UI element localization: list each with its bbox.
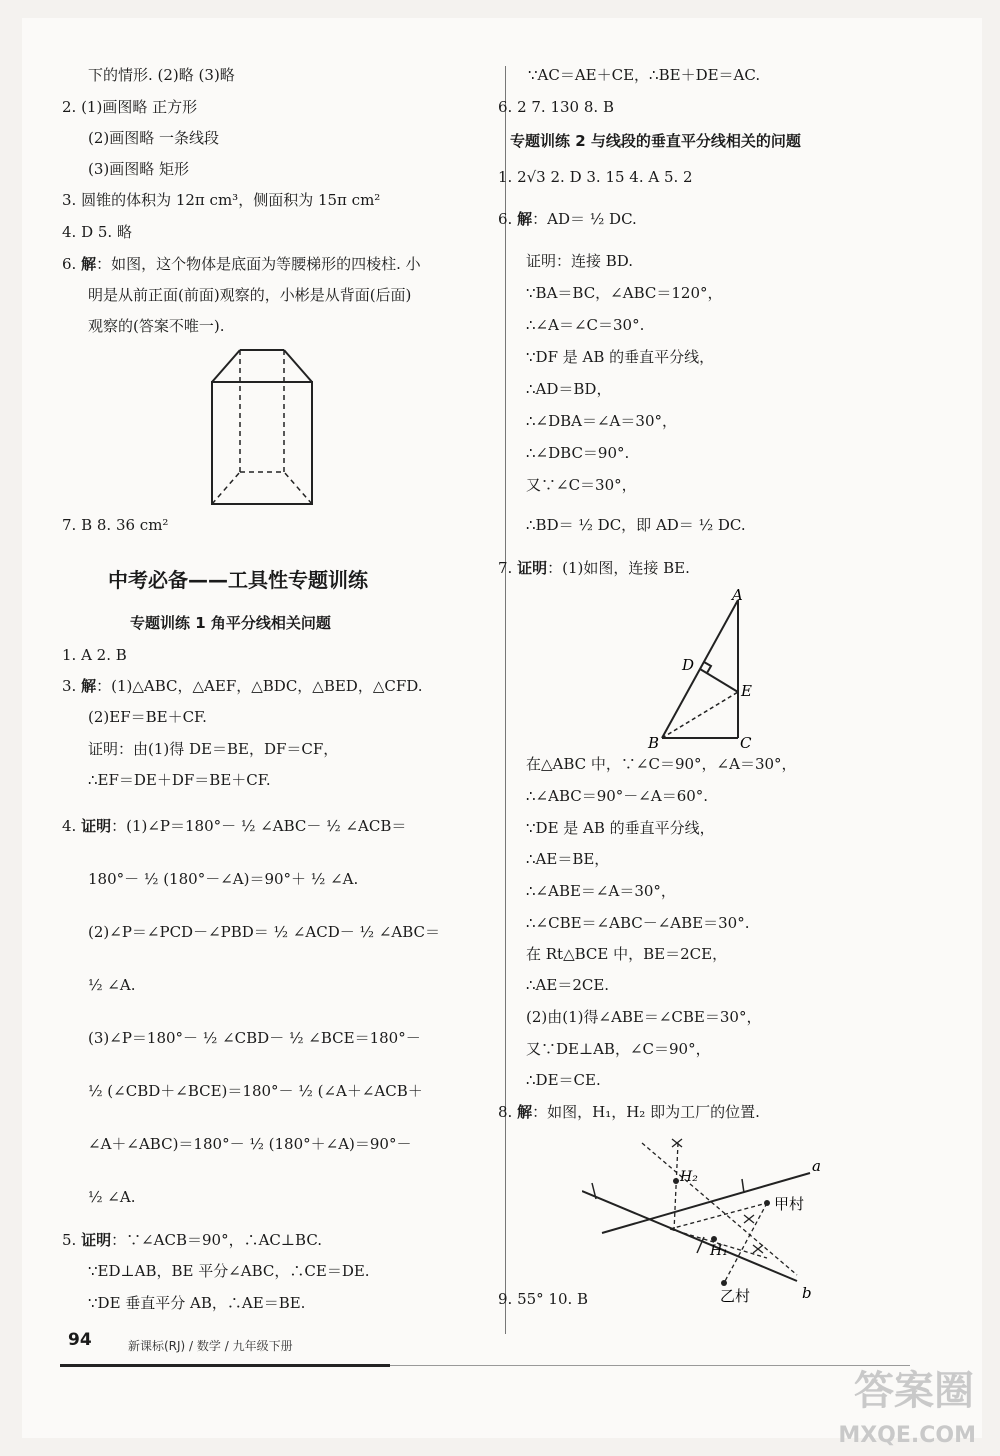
text-line: 证明：连接 BD. (526, 252, 634, 270)
answer-3 (62, 675, 423, 697)
label-line-a: a (812, 1157, 821, 1175)
text-line: ∵BA＝BC，∠ABC＝120°， (526, 284, 723, 302)
text: ：(1)△ABC，△AEF，△BDC，△BED，△CFD. (96, 677, 423, 695)
page-number: 94 (68, 1330, 92, 1350)
text-line: 在 Rt△BCE 中，BE＝2CE， (526, 945, 728, 963)
page (22, 18, 982, 1438)
text-line: 3. 圆锥的体积为 12π cm³，侧面积为 15π cm² (62, 191, 381, 209)
proof-label: 证明 (517, 559, 548, 577)
answer-5 (62, 1229, 322, 1251)
text-line: (2)EF＝BE＋CF. (88, 708, 207, 726)
text-line: ∴∠A＝∠C＝30°. (526, 316, 645, 334)
text-line: ∴DE＝CE. (526, 1071, 601, 1089)
text: ：∵∠ACB＝90°，∴AC⊥BC. (111, 1231, 323, 1249)
number: 8. (498, 1103, 518, 1121)
footer-rule-thin (390, 1365, 910, 1366)
text-line: ∵DF 是 AB 的垂直平分线， (526, 348, 715, 366)
number: 6. (498, 210, 518, 228)
text-line: ∴∠CBE＝∠ABC－∠ABE＝30°. (526, 914, 750, 932)
label-d: D (682, 656, 695, 674)
text-line: ∴∠ABE＝∠A＝30°， (526, 882, 676, 900)
text-line: ½ ∠A. (88, 1188, 136, 1206)
topic-title: 专题训练 2 与线段的垂直平分线相关的问题 (510, 132, 801, 150)
proof-label: 证明 (81, 1231, 112, 1249)
text-line: 2. (1)画图略 正方形 (62, 98, 198, 116)
prism-figure (202, 346, 322, 518)
text: ：AD＝ ½ DC. (532, 210, 637, 228)
text-line: 1. 2√3 2. D 3. 15 4. A 5. 2 (498, 168, 693, 186)
footer-rule (60, 1364, 390, 1367)
text-line: 4. D 5. 略 (62, 223, 132, 241)
text-line: 1. A 2. B (62, 646, 127, 664)
text-line: (2)∠P＝∠PCD－∠PBD＝ ½ ∠ACD－ ½ ∠ABC＝ (88, 923, 441, 941)
text-line: ∵DE 是 AB 的垂直平分线， (526, 819, 715, 837)
village-map-figure (582, 1133, 842, 1303)
text-line: ∴AD＝BD， (526, 380, 612, 398)
text: ：(1)∠P＝180°－ ½ ∠ABC－ ½ ∠ACB＝ (111, 817, 407, 835)
text-line: ∵ED⊥AB，BE 平分∠ABC，∴CE＝DE. (88, 1262, 370, 1280)
text-line: ∴∠ABC＝90°－∠A＝60°. (526, 787, 709, 805)
solution-label: 解 (81, 255, 97, 273)
solution-label: 解 (517, 1103, 533, 1121)
text-line: ½ (∠CBD＋∠BCE)＝180°－ ½ (∠A＋∠ACB＋ (88, 1082, 423, 1100)
text-line: 7. B 8. 36 cm² (62, 516, 169, 534)
label-h2: H₂ (680, 1169, 698, 1185)
text-line: 在△ABC 中，∵∠C＝90°，∠A＝30°， (526, 755, 797, 773)
number: 5. (62, 1231, 82, 1249)
text-line: 又∵∠C＝30°， (526, 476, 637, 494)
text-line: (3)∠P＝180°－ ½ ∠CBD－ ½ ∠BCE＝180°－ (88, 1029, 421, 1047)
text-line: 6. 2 7. 130 8. B (498, 98, 614, 116)
text-line: 又∵DE⊥AB，∠C＝90°， (526, 1040, 711, 1058)
watermark-logo: 答案圈 (854, 1368, 974, 1414)
text-line: 180°－ ½ (180°－∠A)＝90°＋ ½ ∠A. (88, 870, 359, 888)
text-line: ∴∠DBC＝90°. (526, 444, 630, 462)
text-line: 明是从前正面(前面)观察的，小彬是从背面(后面) (88, 286, 412, 304)
text-line: (2)画图略 一条线段 (88, 129, 220, 147)
section-title: 中考必备——工具性专题训练 (108, 568, 368, 592)
text-line: ∴∠DBA＝∠A＝30°， (526, 412, 677, 430)
number: 6. (62, 255, 82, 273)
text-line: (3)画图略 矩形 (88, 160, 190, 178)
number: 4. (62, 817, 82, 835)
answer-6 (62, 253, 421, 275)
label-village-jia: 甲村 (774, 1195, 805, 1213)
text-line: ∠A＋∠ABC)＝180°－ ½ (180°＋∠A)＝90°－ (88, 1135, 412, 1153)
label-line-b: b (802, 1284, 812, 1302)
text: ：(1)如图，连接 BE. (547, 559, 690, 577)
label-h1: H₁ (710, 1243, 728, 1259)
text-line: 观察的(答案不唯一). (88, 317, 225, 335)
text-line: 9. 55° 10. B (498, 1290, 589, 1308)
text-line: ∴AE＝BE， (526, 850, 610, 868)
label-a: A (732, 588, 743, 604)
text-line: ½ ∠A. (88, 976, 136, 994)
watermark-url: MXQE.COM (838, 1423, 976, 1448)
text-line: (2)由(1)得∠ABE＝∠CBE＝30°， (526, 1008, 762, 1026)
text-line: ∴EF＝DE＋DF＝BE＋CF. (88, 771, 271, 789)
triangle-figure (642, 588, 782, 750)
answer-8 (498, 1101, 760, 1123)
answer-7 (498, 557, 690, 579)
answer-6 (498, 208, 637, 230)
text-line: 证明：由(1)得 DE＝BE，DF＝CF， (88, 740, 339, 758)
label-b: B (648, 734, 660, 750)
text-line: ∵AC＝AE＋CE，∴BE＋DE＝AC. (528, 66, 761, 84)
text-line: ∴BD＝ ½ DC，即 AD＝ ½ DC. (526, 516, 746, 534)
number: 3. (62, 677, 82, 695)
solution-label: 解 (517, 210, 533, 228)
topic-title: 专题训练 1 角平分线相关问题 (130, 614, 331, 632)
proof-label: 证明 (81, 817, 112, 835)
solution-label: 解 (81, 677, 97, 695)
label-c: C (740, 734, 752, 750)
text-line: ∴AE＝2CE. (526, 976, 610, 994)
column-divider (505, 66, 506, 1334)
text-line: ∵DE 垂直平分 AB，∴AE＝BE. (88, 1294, 306, 1312)
label-village-yi: 乙村 (720, 1287, 751, 1303)
label-e: E (741, 682, 752, 700)
text-line: 下的情形. (2)略 (3)略 (88, 66, 235, 84)
number: 7. (498, 559, 518, 577)
book-info: 新课标(RJ) / 数学 / 九年级下册 (128, 1339, 293, 1353)
answer-4 (62, 815, 406, 837)
text: ：如图，这个物体是底面为等腰梯形的四棱柱. 小 (96, 255, 421, 273)
text: ：如图，H₁，H₂ 即为工厂的位置. (532, 1103, 760, 1121)
